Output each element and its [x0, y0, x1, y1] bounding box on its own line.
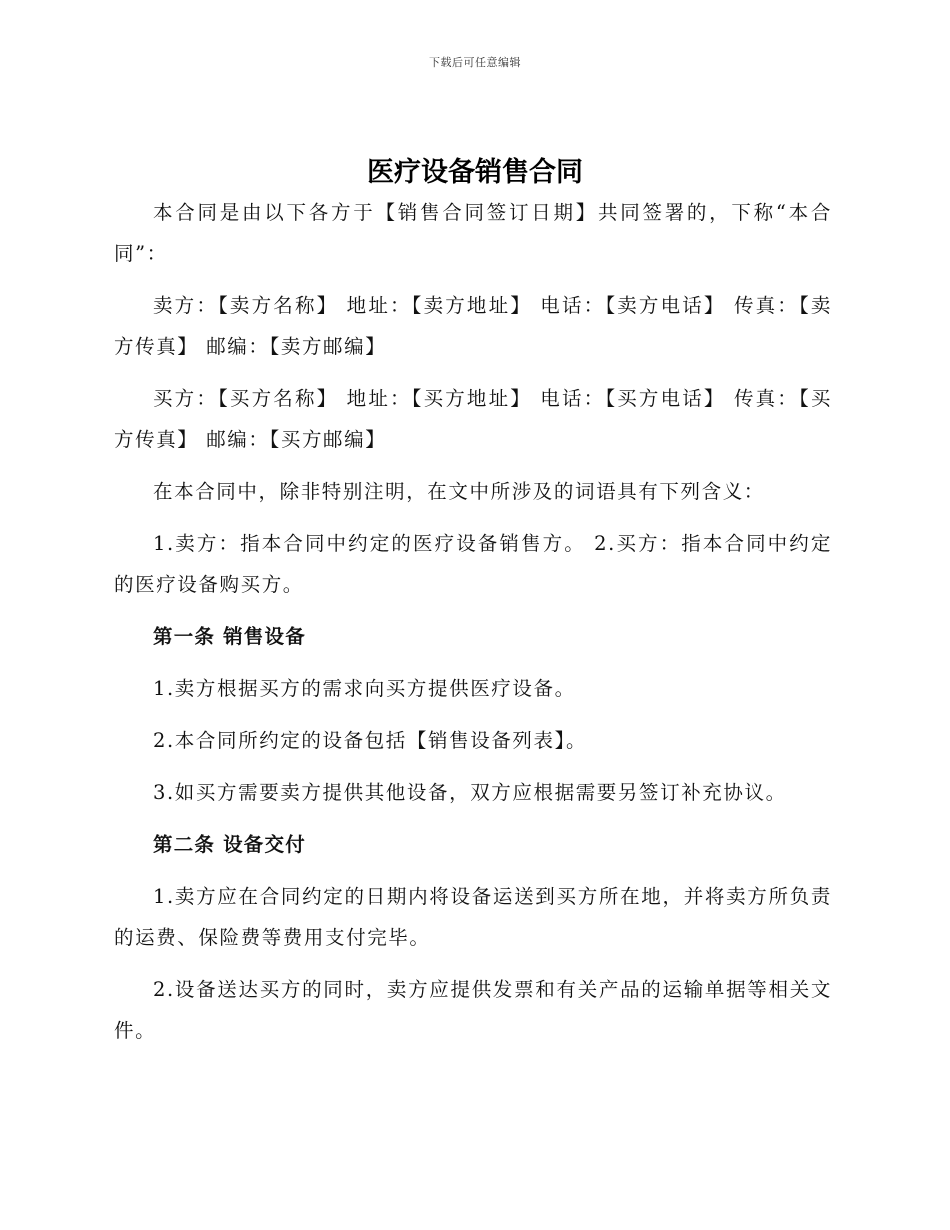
buyer-info-paragraph: 买方：【买方名称】 地址：【买方地址】 电话：【买方电话】 传真：【买方传真】 邮编：【买方邮编】 — [114, 387, 832, 451]
intro-paragraph: 本合同是由以下各方于【销售合同签订日期】共同签署的，下称“本合同”： — [114, 201, 832, 265]
definitions-intro-paragraph: 在本合同中，除非特别注明，在文中所涉及的词语具有下列含义： — [153, 480, 765, 503]
section2-clause-2: 2.设备送达买方的同时，卖方应提供发票和有关产品的运输单据等相关文件。 — [114, 978, 832, 1042]
section1-clause-2: 2.本合同所约定的设备包括【销售设备列表】。 — [153, 729, 588, 752]
section1-clause-3: 3.如买方需要卖方提供其他设备，双方应根据需要另签订补充协议。 — [153, 781, 787, 804]
seller-info-paragraph: 卖方：【卖方名称】 地址：【卖方地址】 电话：【卖方电话】 传真：【卖方传真】 邮编：【卖方邮编】 — [114, 294, 832, 358]
section-heading-2: 第二条 设备交付 — [153, 833, 306, 856]
document-body — [114, 192, 832, 1062]
definitions-paragraph: 1.卖方：指本合同中约定的医疗设备销售方。 2.买方：指本合同中约定的医疗设备购买方。 — [114, 532, 832, 596]
document-title: 医疗设备销售合同 — [367, 157, 583, 188]
section2-clause-1: 1.卖方应在合同约定的日期内将设备运送到买方所在地，并将卖方所负责的运费、保险费等费用支付完毕。 — [114, 885, 832, 949]
header-note: 下载后可任意编辑 — [429, 56, 521, 69]
section1-clause-1: 1.卖方根据买方的需求向买方提供医疗设备。 — [153, 677, 576, 700]
section-heading-1: 第一条 销售设备 — [153, 625, 306, 648]
